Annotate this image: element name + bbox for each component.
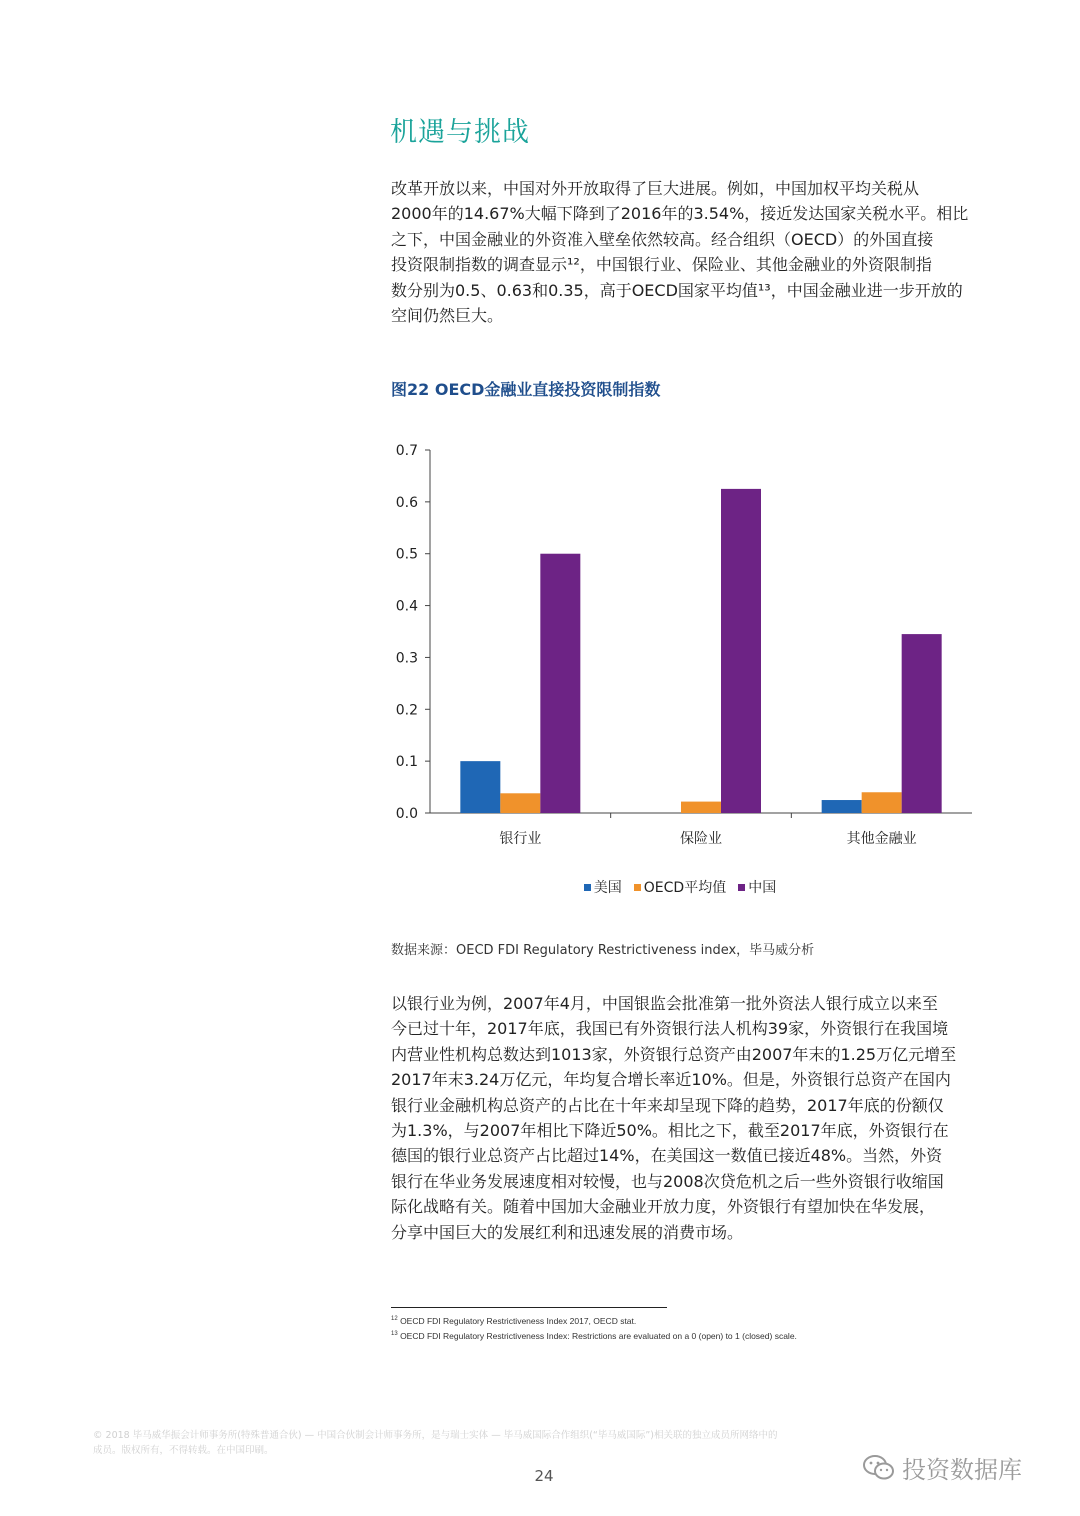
paragraph-line: 内营业性机构总数达到1013家，外资银行总资产由2007年末的1.25万亿元增至: [391, 1044, 957, 1064]
bar-美国: [822, 800, 862, 813]
legend-item: [738, 877, 776, 897]
x-tick-label: 银行业: [499, 831, 542, 847]
figure-title: 图22 OECD金融业直接投资限制指数: [391, 380, 661, 399]
y-tick-label: 0.0: [395, 806, 418, 822]
bar-中国: [540, 554, 580, 813]
paragraph-line: 投资限制指数的调查显示¹²，中国银行业、保险业、其他金融业的外资限制指: [391, 255, 932, 275]
bar-OECD平均值: [862, 792, 902, 813]
paragraph-line: 际化战略有关。随着中国加大金融业开放力度，外资银行有望加快在华发展，: [391, 1197, 936, 1217]
copyright-notice: [93, 1428, 993, 1458]
watermark: [862, 1450, 1022, 1485]
body-paragraph: [391, 991, 991, 1245]
footnote: $^{12}$ OECD FDI Regulatory Restrictiveness Index 2017, OECD stat.: [391, 1315, 637, 1326]
y-tick-label: 0.1: [395, 754, 418, 771]
x-tick-label: 其他金融业: [846, 831, 917, 847]
intro-paragraph: [391, 176, 991, 328]
paragraph-line: 2000年的14.67%大幅下降到了2016年的3.54%，接近发达国家关税水平。相比: [391, 204, 969, 224]
bar-美国: [460, 761, 500, 813]
paragraph-line: 银行业金融机构总资产的占比在十年来却呈现下降的趋势，2017年底的份额仅: [391, 1095, 944, 1115]
copyright-line: © 2018 毕马威华振会计师事务所(特殊普通合伙) — 中国合伙制会计师事务所，是与瑞士实体 — 毕马威国际合作组织(“毕马威国际”)相关联的独立成员所网络中的: [93, 1430, 778, 1441]
copyright-line: 成员。版权所有，不得转载。在中国印刷。: [93, 1445, 274, 1456]
paragraph-line: 之下，中国金融业的外资准入壁垒依然较高。经合组织（OECD）的外国直接: [391, 229, 934, 249]
y-tick-label: 0.7: [395, 443, 418, 459]
paragraph-line: 改革开放以来，中国对外开放取得了巨大进展。例如，中国加权平均关税从: [391, 179, 920, 198]
data-source: 数据来源：OECD FDI Regulatory Restrictiveness index，毕马威分析: [391, 943, 815, 958]
legend-label: 中国: [748, 880, 777, 896]
wechat-icon: [862, 1454, 896, 1482]
section-title: 机遇与挑战: [390, 117, 530, 148]
bar-中国: [721, 489, 761, 813]
footnotes: [391, 1313, 797, 1343]
watermark-text: 投资数据库: [902, 1456, 1022, 1484]
legend-swatch: [738, 884, 745, 891]
x-tick-label: 保险业: [680, 831, 722, 847]
paragraph-line: 银行在华业务发展速度相对较慢，也与2008次贷危机之后一些外资银行收缩国: [391, 1171, 944, 1191]
legend-label: OECD平均值: [643, 880, 727, 896]
legend-label: 美国: [593, 880, 622, 896]
paragraph-line: 今已过十年，2017年底，我国已有外资银行法人机构39家，外资银行在我国境: [391, 1019, 949, 1039]
bar-chart: [380, 430, 990, 860]
legend-swatch: [584, 884, 591, 891]
paragraph-line: 德国的银行业总资产占比超过14%，在美国这一数值已接近48%。当然，外资: [391, 1146, 943, 1166]
chart-legend: [0, 877, 1080, 897]
y-tick-label: 0.6: [395, 494, 418, 511]
y-tick-label: 0.2: [395, 702, 418, 719]
legend-item: [584, 877, 622, 897]
bar-OECD平均值: [500, 793, 540, 813]
bar-OECD平均值: [681, 802, 721, 813]
page-number: 24: [534, 1467, 554, 1485]
footnote-divider: [391, 1307, 667, 1308]
y-tick-label: 0.3: [395, 650, 418, 667]
footnote: $^{13}$ OECD FDI Regulatory Restrictiveness Index: Restrictions are evaluated on a 0 (open) to 1 (closed) scale.: [391, 1330, 797, 1341]
paragraph-line: 空间仍然巨大。: [391, 306, 504, 326]
paragraph-line: 分享中国巨大的发展红利和迅速发展的消费市场。: [391, 1222, 744, 1242]
paragraph-line: 以银行业为例，2007年4月，中国银监会批准第一批外资法人银行成立以来至: [391, 994, 938, 1013]
paragraph-line: 数分别为0.5、0.63和0.35，高于OECD国家平均值¹³，中国金融业进一步开放的: [391, 280, 963, 300]
legend-swatch: [634, 884, 641, 891]
paragraph-line: 为1.3%，与2007年相比下降近50%。相比之下，截至2017年底，外资银行在: [391, 1121, 949, 1141]
paragraph-line: 2017年末3.24万亿元，年均复合增长率近10%。但是，外资银行总资产在国内: [391, 1070, 951, 1090]
bar-中国: [902, 634, 942, 813]
y-tick-label: 0.5: [395, 546, 418, 563]
y-tick-label: 0.4: [395, 598, 418, 615]
legend-item: [634, 877, 726, 897]
